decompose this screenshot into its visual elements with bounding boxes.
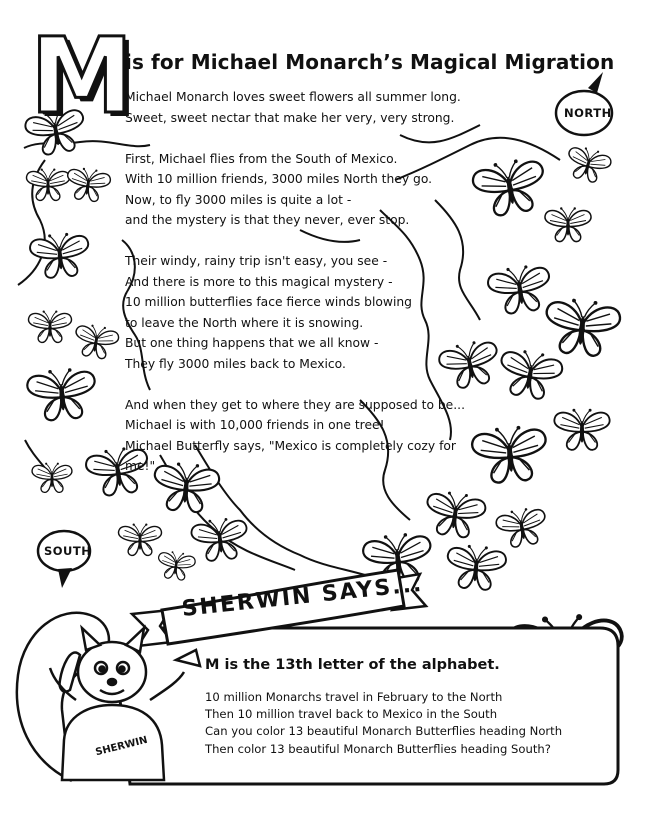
poem-line: Their windy, rainy trip isn't easy, you see - [125, 254, 388, 268]
sherwin-heading: M is the 13th letter of the alphabet. [205, 657, 500, 673]
poem-stanza [125, 251, 485, 374]
poem-line: to leave the North where it is snowing. [125, 315, 364, 330]
poem-line: With 10 million friends, 3000 miles North they go. [125, 172, 433, 186]
sherwin-line: Then color 13 beautiful Monarch Butterflies heading South? [205, 741, 551, 756]
south-compass-icon [38, 531, 90, 588]
poem-line: Michael is with 10,000 friends in one tree! [125, 418, 385, 432]
banner-text: SHERWIN SAYS... [180, 571, 425, 622]
poem-line: Now, to fly 3000 miles is quite a lot - [125, 192, 352, 207]
poem-stanza [125, 395, 485, 477]
poem-stanza [125, 87, 485, 128]
poem [125, 87, 485, 477]
poem-line: 10 million butterflies face fierce winds blowing [125, 295, 412, 309]
poem-line: And when they get to where they are supposed to be... [125, 397, 465, 412]
poem-line: Michael Butterfly says, "Mexico is completely cozy for me!" [125, 438, 456, 473]
north-compass-icon [556, 72, 612, 135]
page-title: is for Michael Monarch’s Magical Migration [125, 50, 615, 74]
poem-stanza [125, 149, 485, 231]
poem-line: They fly 3000 miles back to Mexico. [125, 356, 346, 371]
poem-line: First, Michael flies from the South of Mexico. [125, 151, 398, 166]
big-letter-m: M [30, 15, 134, 137]
north-label: NORTH [564, 106, 612, 120]
poem-line: But one thing happens that we all know - [125, 336, 379, 350]
south-label: SOUTH [44, 544, 92, 558]
sherwin-lines [205, 689, 563, 758]
poem-line: Sweet, sweet nectar that make her very, very strong. [125, 110, 455, 125]
poem-line: And there is more to this magical mystery - [125, 274, 393, 289]
shirt-label: SHERWIN [94, 734, 149, 759]
sherwin-line: Then 10 million travel back to Mexico in the South [205, 707, 498, 722]
sherwin-line: 10 million Monarchs travel in February to the North [205, 690, 503, 704]
sherwin-line: Can you color 13 beautiful Monarch Butterflies heading North [205, 724, 563, 739]
poem-line: Michael Monarch loves sweet flowers all summer long. [125, 90, 461, 104]
poem-line: and the mystery is that they never, ever stop. [125, 213, 410, 227]
